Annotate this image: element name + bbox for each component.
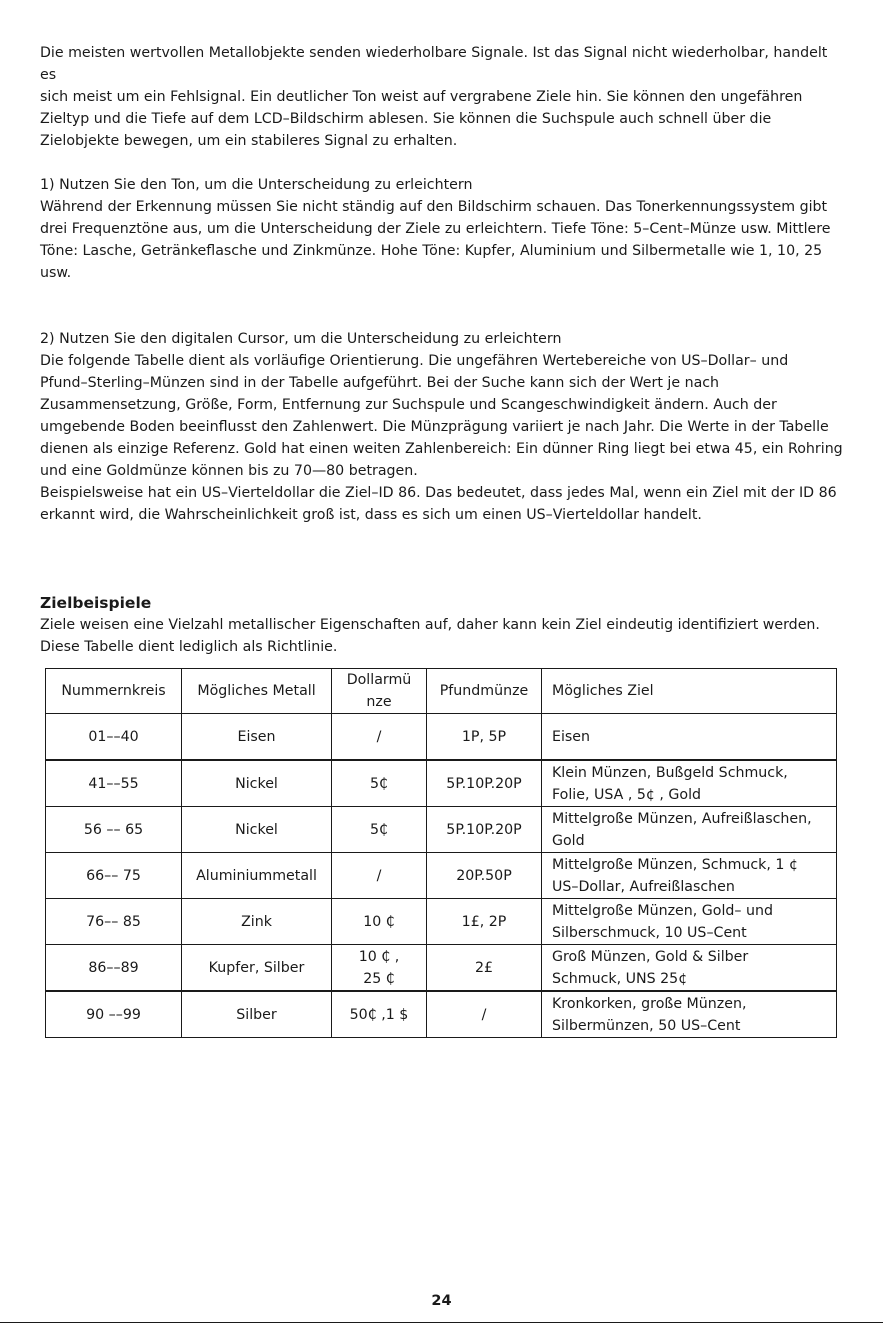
- table-row: [46, 853, 837, 899]
- examples-body: Ziele weisen eine Vielzahl metallischer Eigenschaften auf, daher kann kein Ziel eindeutig identifiziert werden. Diese Tabelle dient lediglich als Richtlinie.: [40, 617, 820, 655]
- table-row: [46, 760, 837, 807]
- cell-metal: Silber: [182, 991, 332, 1038]
- header-pound-coin: Pfundmünze: [427, 669, 542, 714]
- cell-target: Eisen: [542, 714, 837, 761]
- cell-metal: Aluminiummetall: [182, 853, 332, 899]
- cell-dollar-coin: 10 ₵: [332, 899, 427, 945]
- header-number-range: Nummernkreis: [46, 669, 182, 714]
- section2-title: 2) Nutzen Sie den digitalen Cursor, um die Unterscheidung zu erleichtern: [40, 331, 562, 347]
- table-row: [46, 899, 837, 945]
- cell-target: Mittelgroße Münzen, Schmuck, 1 ¢ US–Dollar, Aufreißlaschen: [542, 853, 837, 899]
- cell-metal: Nickel: [182, 760, 332, 807]
- section2-example: Beispielsweise hat ein US–Vierteldollar die Ziel–ID 86. Das bedeutet, dass jedes Mal, wenn ein Ziel mit der ID 86 erkannt wird, die Wahrscheinlichkeit groß ist, dass es sich um einen US–Vierteldollar handelt.: [40, 485, 837, 523]
- cell-metal: Zink: [182, 899, 332, 945]
- cell-dollar-coin: /: [332, 853, 427, 899]
- cell-pound-coin: 20P.50P: [427, 853, 542, 899]
- cell-pound-coin: 2£: [427, 945, 542, 992]
- footer-divider: [0, 1322, 883, 1323]
- cell-number-range: 41––55: [46, 760, 182, 807]
- table-row: [46, 991, 837, 1038]
- header-dollar-coin: Dollarmü nze: [332, 669, 427, 714]
- target-table: [45, 668, 837, 1038]
- cell-target: Kronkorken, große Münzen, Silbermünzen, 50 US–Cent: [542, 991, 837, 1038]
- page-content: [40, 42, 845, 658]
- cell-target: Klein Münzen, Bußgeld Schmuck, Folie, USA , 5¢ , Gold: [542, 760, 837, 807]
- cell-dollar-coin: 10 ₵ , 25 ₵: [332, 945, 427, 992]
- table-row: [46, 945, 837, 992]
- cell-dollar-coin: 5₵: [332, 760, 427, 807]
- cell-pound-coin: 1£, 2P: [427, 899, 542, 945]
- cell-number-range: 66–– 75: [46, 853, 182, 899]
- table-row: [46, 714, 837, 761]
- cell-metal: Eisen: [182, 714, 332, 761]
- table-header-row: [46, 669, 837, 714]
- header-possible-metal: Mögliches Metall: [182, 669, 332, 714]
- cell-number-range: 76–– 85: [46, 899, 182, 945]
- cell-pound-coin: 5P.10P.20P: [427, 760, 542, 807]
- cell-dollar-coin: 50₵ ,1 $: [332, 991, 427, 1038]
- intro-paragraph: Die meisten wertvollen Metallobjekte senden wiederholbare Signale. Ist das Signal nicht wiederholbar, handelt es sich meist um ein Fehlsignal. Ein deutlicher Ton weist auf vergrabene Ziele hin. Sie können den ungefähren Zieltyp und die Tiefe auf dem LCD–Bildschirm ablesen. Sie können die Suchspule auch schnell über die Zielobjekte bewegen, um ein stabileres Signal zu erhalten.: [40, 45, 828, 149]
- cell-number-range: 86––89: [46, 945, 182, 992]
- cell-pound-coin: /: [427, 991, 542, 1038]
- cell-metal: Nickel: [182, 807, 332, 853]
- cell-metal: Kupfer, Silber: [182, 945, 332, 992]
- cell-target: Mittelgroße Münzen, Aufreißlaschen, Gold: [542, 807, 837, 853]
- cell-pound-coin: 5P.10P.20P: [427, 807, 542, 853]
- cell-number-range: 01––40: [46, 714, 182, 761]
- cell-target: Groß Münzen, Gold & Silber Schmuck, UNS 25¢: [542, 945, 837, 992]
- table-row: [46, 807, 837, 853]
- section2-body: Die folgende Tabelle dient als vorläufige Orientierung. Die ungefähren Wertebereiche von US–Dollar– und Pfund–Sterling–Münzen sind in der Tabelle aufgeführt. Bei der Suche kann sich der Wert je nach Zusammensetzung, Größe, Form, Entfernung zur Suchspule und Scangeschwindigkeit ändern. Auch der umgebende Boden beeinflusst den Zahlenwert. Die Münzprägung variiert je nach Jahr. Die Werte in der Tabelle dienen als einzige Referenz. Gold hat einen weiten Zahlenbereich: Ein dünner Ring liegt bei etwa 45, ein Rohring und eine Goldmünze können bis zu 70—80 betragen.: [40, 353, 843, 479]
- cell-target: Mittelgroße Münzen, Gold– und Silberschmuck, 10 US–Cent: [542, 899, 837, 945]
- header-possible-target: Mögliches Ziel: [542, 669, 837, 714]
- cell-dollar-coin: 5₵: [332, 807, 427, 853]
- examples-heading: Zielbeispiele: [40, 594, 152, 612]
- cell-number-range: 56 –– 65: [46, 807, 182, 853]
- cell-number-range: 90 ––99: [46, 991, 182, 1038]
- section1-body: Während der Erkennung müssen Sie nicht ständig auf den Bildschirm schauen. Das Tonerkennungssystem gibt drei Frequenztöne aus, um die Unterscheidung der Ziele zu erleichtern. Tiefe Töne: 5–Cent–Münze usw. Mittlere Töne: Lasche, Getränkeflasche und Zinkmünze. Hohe Töne: Kupfer, Aluminium und Silbermetalle wie 1, 10, 25 usw.: [40, 199, 831, 281]
- page-number: 24: [431, 1293, 452, 1309]
- section1-title: 1) Nutzen Sie den Ton, um die Unterscheidung zu erleichtern: [40, 177, 473, 193]
- cell-dollar-coin: /: [332, 714, 427, 761]
- cell-pound-coin: 1P, 5P: [427, 714, 542, 761]
